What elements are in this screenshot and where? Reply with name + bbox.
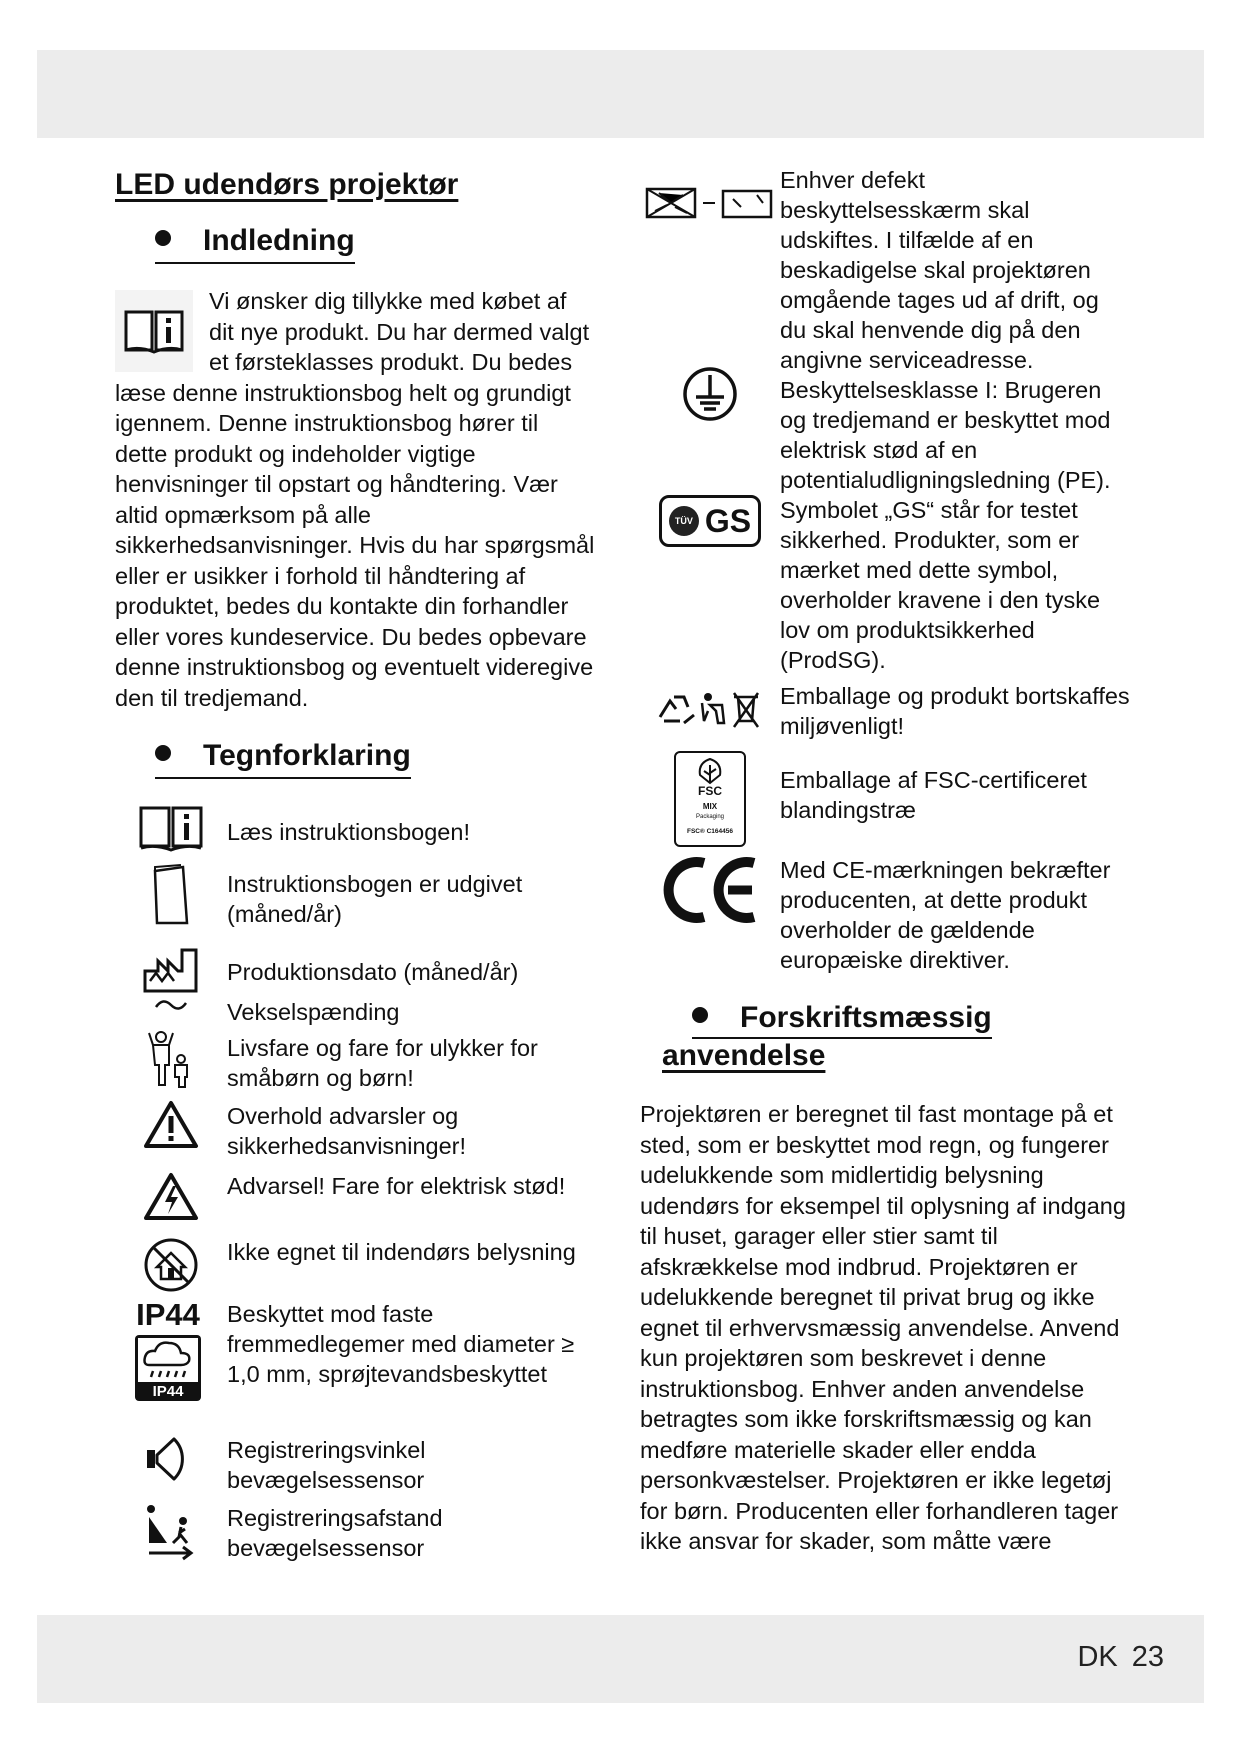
page-footer [1077,1641,1164,1674]
gs-mark-icon [659,495,761,547]
recycling-icon [654,687,766,731]
bullet-icon [155,230,171,246]
symbol-item [640,751,1130,847]
footer-band [37,1615,1204,1703]
replace-screen-icon [645,183,775,223]
legend-text: Ikke egnet til indendørs belysning [227,1239,576,1265]
legend-item [115,863,595,935]
language-code: DK [1077,1641,1118,1673]
production-date-icon [142,947,200,993]
tuv-mark: TÜV [669,506,699,536]
gs-letters: GS [704,503,752,539]
detection-angle-icon [144,1435,198,1483]
legend-text: Beskyttet mod faste fremmedlegemer med diameter ≥ 1,0 mm, sprøjtevandsbeskyttet [227,1301,575,1387]
legend-text: Livsfare og fare for ulykker for småbørn og børn! [227,1035,538,1091]
fsc-packaging: Packaging [695,814,725,820]
symbol-text: Symbolet „GS“ står for testet sikkerhed. Produkter, som er mærket med dette symbol, overholder kravene i den tyske lov om produktsikkerhed (ProdSG). [780,497,1101,673]
bullet-icon [155,745,171,761]
bullet-icon [692,1007,708,1023]
protection-class-icon [681,365,739,423]
legend-text: Registreringsafstand bevægelsessensor [227,1505,443,1561]
legend-item [115,1099,595,1171]
symbol-item [640,495,1130,675]
legend-item [115,803,595,863]
intended-use-text: Projektøren er beregnet til fast montage på et sted, som er beskyttet mod regn, og fungerer udelukkende som midlertidig belysning udendørs for eksempel til oplysning af indgang til huset, garager eller stier samt til afskrækkelse mod indbrud. Projektøren er udelukkende beregnet til privat brug og ikke egnet til erhvervsmæssig anvendelse. Anvend kun projektøren som beskrevet i denne instruktionsbog. Enhver anden anvendelse betragtes som ikke forskriftsmæssig og kan medføre materielle skader eller endda personkvæstelser. Projektøren er ikke legetøj for børn. Producenten eller forhandleren tager ikke ansvar for skader, som måtte være [640,1101,1126,1554]
not-indoor-icon [143,1237,199,1293]
legend-text: Overhold advarsler og sikkerhedsanvisninger! [227,1103,467,1159]
legend-text: Instruktionsbogen er udgivet (måned/år) [227,871,523,927]
ip44-badge: IP44 [152,1383,184,1400]
legend-item [115,1237,595,1299]
intended-use-heading: Forskriftsmæssig anvendelse [662,1001,992,1072]
detection-range-icon [145,1503,197,1561]
legend-item [115,1029,595,1099]
fsc-code: FSC® C164456 [687,828,733,835]
legend-text: Vekselspænding [227,999,400,1025]
legend-item [115,947,595,995]
symbol-text: Med CE-mærkningen bekræfter producenten, at dette produkt overholder de gældende europæiske direktiver. [780,857,1111,973]
header-band [37,50,1204,138]
symbol-text: Enhver defekt beskyttelsesskærm skal udskiftes. I tilfælde af en beskadigelse skal projektøren omgående tages ud af drift, og du skal henvende dig på den angivne serviceadresse. [780,167,1099,373]
symbol-text: Beskyttelsesklasse I: Brugeren og tredjemand er beskyttet mod elektrisk stød af en potentialudligningsledning (PE). [780,377,1111,493]
legend-text: Læs instruktionsbogen! [227,819,470,845]
ip44-label: IP44 [136,1297,200,1332]
legend-text: Produktionsdato (måned/år) [227,959,519,985]
warning-triangle-icon [143,1099,199,1149]
intro-heading: Indledning [155,224,595,264]
legend-item [115,1435,595,1503]
read-manual-icon [115,290,193,372]
symbol-text: Emballage og produkt bortskaffes miljøvenligt! [780,683,1130,739]
symbol-item [640,681,1130,741]
child-danger-icon [147,1029,195,1089]
symbol-item [640,165,1130,375]
alternating-current-icon [154,995,188,1015]
fsc-mix: MIX [702,802,718,811]
read-manual-icon [138,803,204,853]
legend-heading: Tegnforklaring [155,739,595,779]
left-column [115,168,595,1571]
page-title: LED udendørs projektør [115,168,459,201]
manual-issued-icon [149,863,193,927]
legend-item [115,1171,595,1237]
legend-item [115,995,595,1029]
intro-text: Vi ønsker dig tillykke med købet af dit nye produkt. Du har dermed valgt et førsteklasses produkt. Du bedes læse denne instruktionsbog helt og grundigt igennem. Denne instruktionsbog hører til dette produkt og indeholder vigtige henvisninger til opstart og håndtering. Vær altid opmærksom på alle sikkerhedsanvisninger. Hvis du har spørgsmål eller er usikker i forhold til håndtering af produktet, bedes du kontakte din forhandler eller vores kundeservice. Du bedes opbevare denne instruktionsbog og eventuelt videregive den til tredjemand. [115,288,595,711]
fsc-label: FSC [698,784,722,798]
ip44-icon [135,1335,201,1401]
right-column [640,165,1130,1557]
legend-item [115,1503,595,1571]
legend-text: Registreringsvinkel bevægelsessensor [227,1437,426,1493]
symbol-item [640,375,1130,495]
page-number: 23 [1131,1641,1164,1673]
electric-shock-icon [143,1171,199,1221]
intro-block [115,286,595,713]
fsc-icon [674,751,746,847]
symbol-item [640,855,1130,975]
ce-mark-icon [660,855,760,925]
legend-item [115,1299,595,1423]
legend-list [115,803,595,1571]
legend-text: Advarsel! Fare for elektrisk stød! [227,1173,566,1199]
symbol-text: Emballage af FSC-certificeret blandingstræ [780,767,1087,823]
